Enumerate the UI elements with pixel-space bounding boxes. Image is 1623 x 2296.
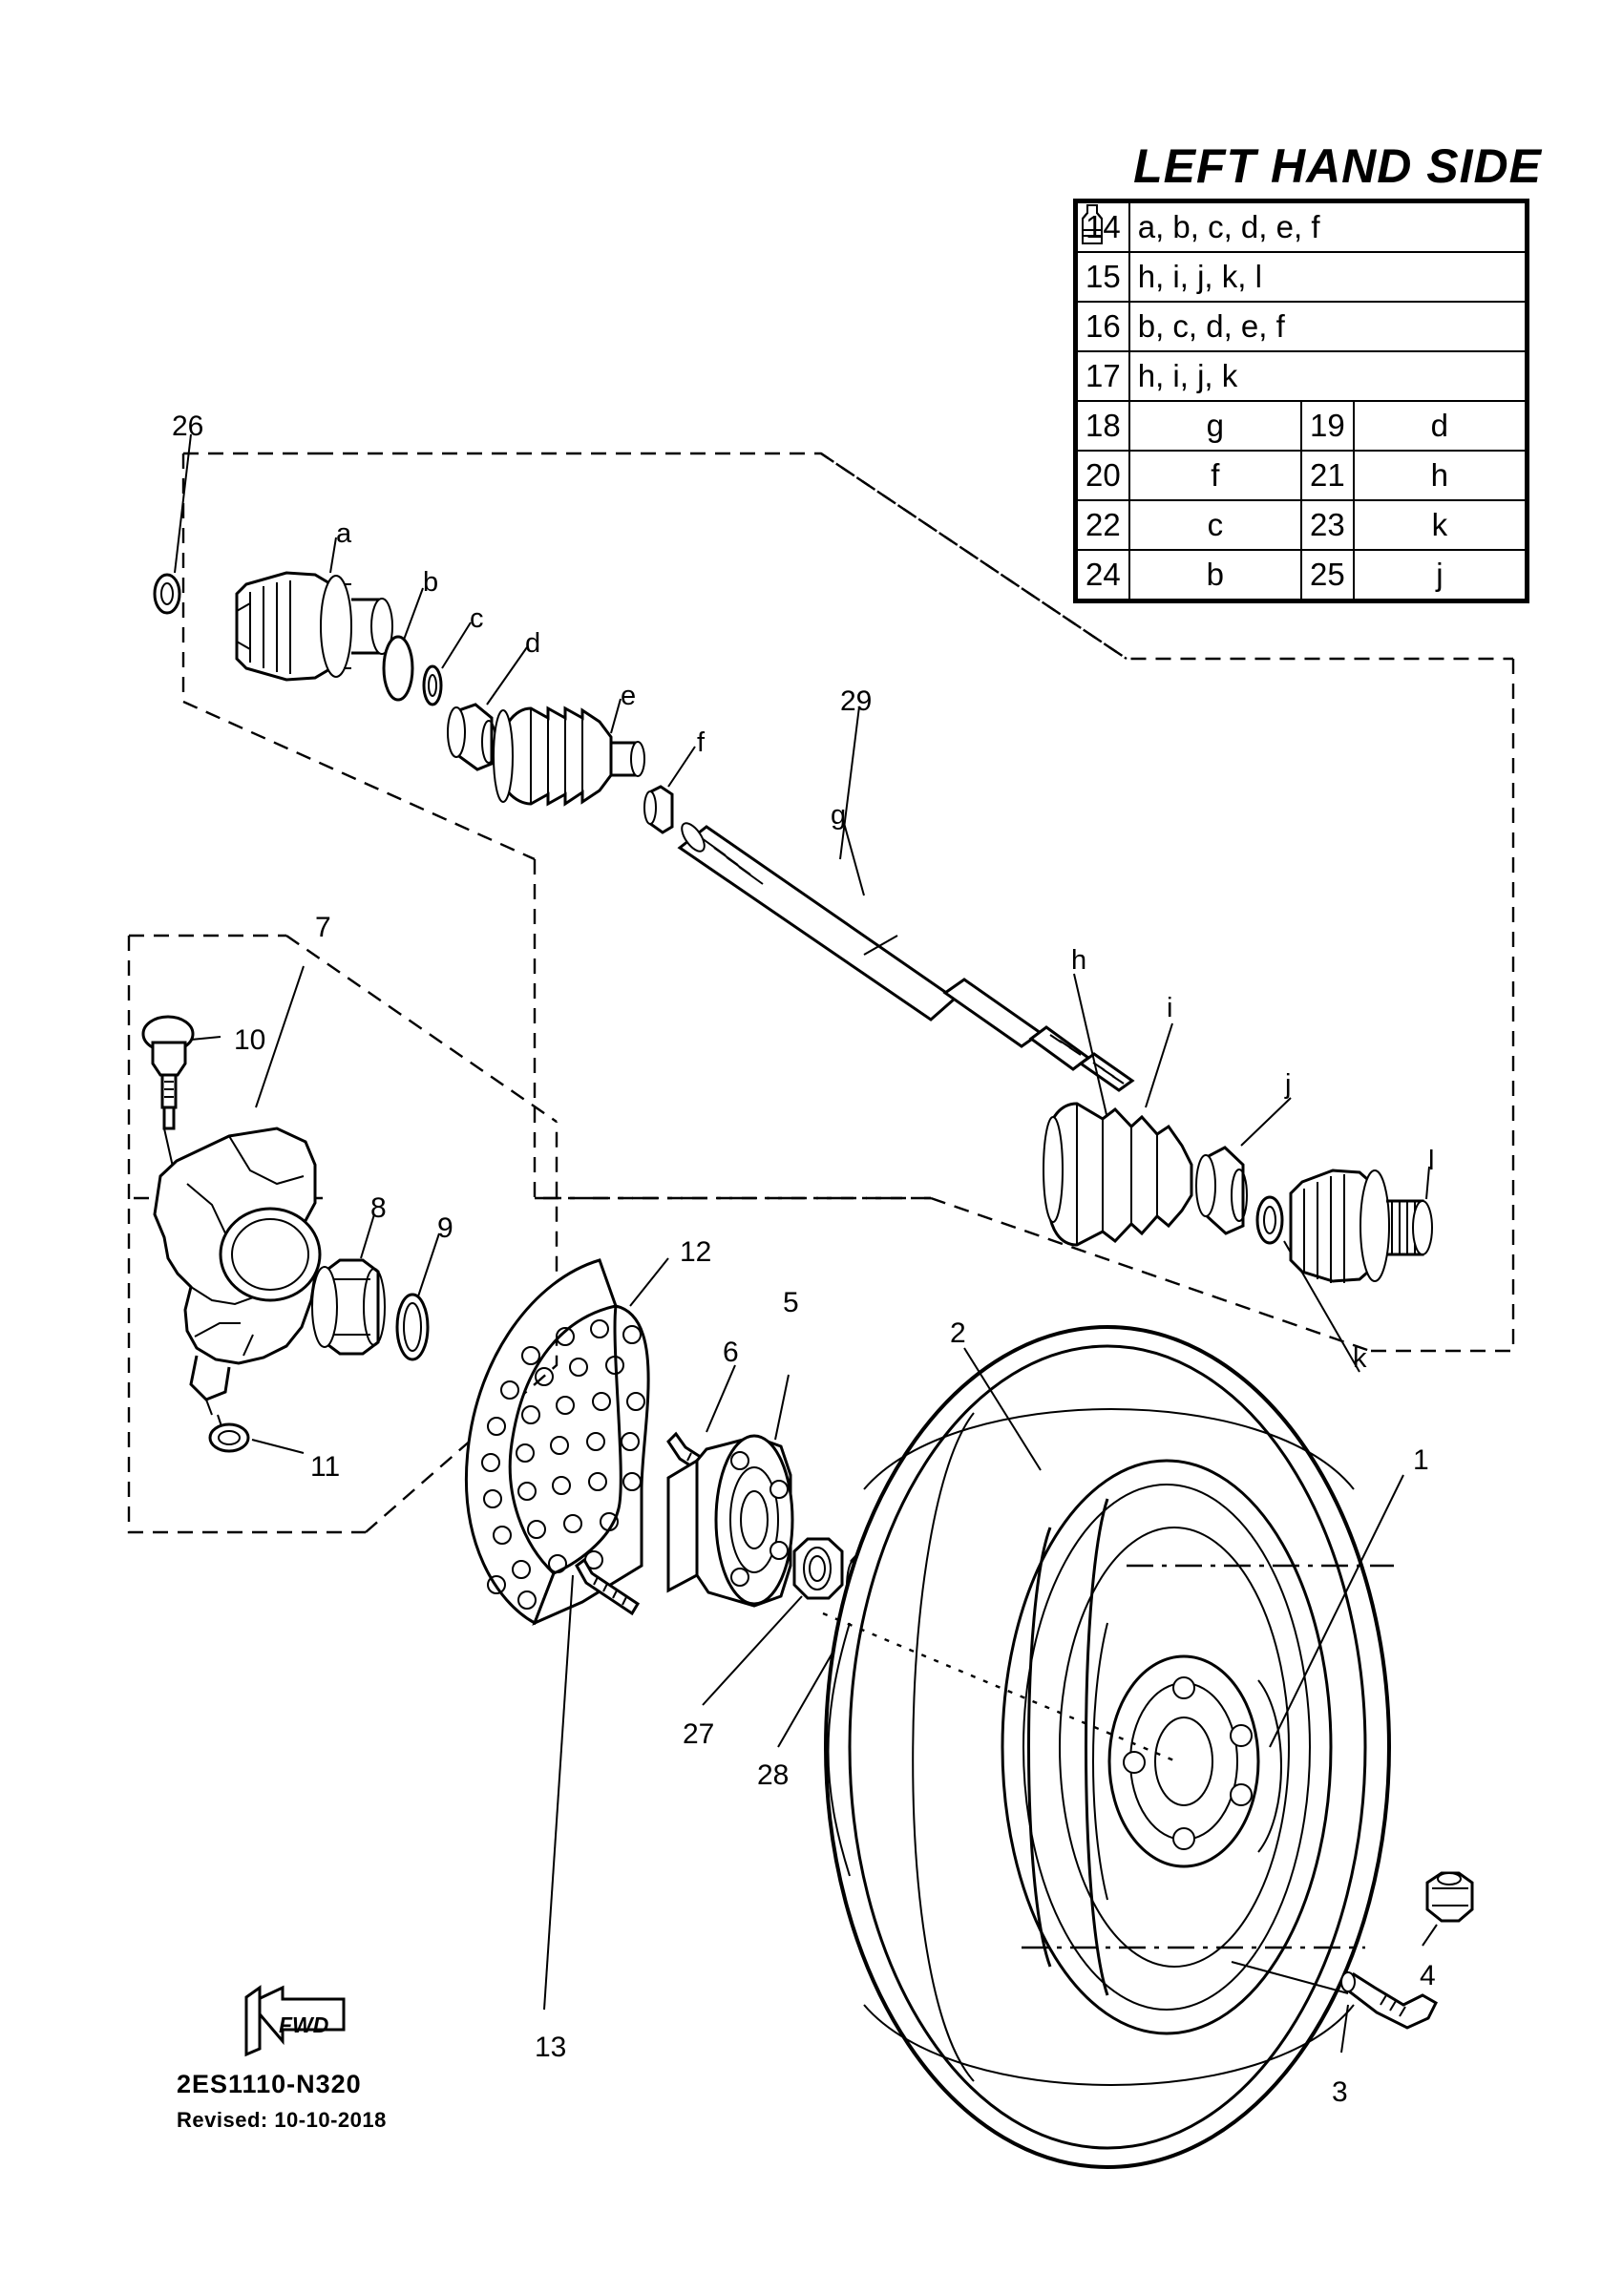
legend-row-text-2: d — [1354, 401, 1526, 451]
revision-date-label: Revised: 10-10-2018 — [177, 2108, 387, 2132]
part-l-cv-joint-inner — [1291, 1167, 1432, 1283]
page-title: LEFT HAND SIDE — [1133, 139, 1542, 193]
legend-row-number: 14 — [1077, 202, 1129, 252]
callout-2: 2 — [950, 1317, 966, 1349]
callout-6: 6 — [723, 1337, 739, 1368]
part-8-wheel-bearing — [312, 1214, 385, 1354]
legend-row-number-2: 25 — [1301, 550, 1354, 600]
part-c-circlip — [424, 622, 471, 705]
callout-7: 7 — [315, 912, 331, 943]
callout-4: 4 — [1420, 1960, 1436, 1991]
letter-d: d — [525, 628, 541, 659]
legend-row-number-2: 23 — [1301, 500, 1354, 550]
letter-i: i — [1167, 993, 1173, 1023]
legend-row-text-2: h — [1354, 451, 1526, 500]
legend-row-number: 22 — [1077, 500, 1129, 550]
letter-h: h — [1071, 945, 1087, 976]
callout-12: 12 — [680, 1236, 712, 1268]
part-number-label: 2ES1110-N320 — [177, 2070, 362, 2098]
letter-f: f — [697, 727, 706, 758]
callout-8: 8 — [370, 1192, 387, 1224]
letter-c: c — [470, 603, 484, 634]
part-26-circlip — [155, 434, 191, 613]
part-13-bolt — [544, 1560, 638, 2010]
legend-row-text: g — [1129, 401, 1301, 451]
letter-b: b — [423, 567, 439, 598]
letter-g: g — [831, 800, 847, 831]
part-12-disc-cover — [466, 1258, 668, 1623]
part-9-circlip — [397, 1233, 439, 1359]
part-e-cv-boot — [494, 699, 644, 804]
legend-row-number-2: 19 — [1301, 401, 1354, 451]
callout-29: 29 — [840, 685, 873, 717]
callout-3: 3 — [1332, 2076, 1348, 2108]
part-b-seal — [384, 588, 423, 700]
part-5-front-hub — [668, 1375, 792, 1606]
callout-5: 5 — [783, 1287, 799, 1318]
legend-row-number: 20 — [1077, 451, 1129, 500]
part-g-drive-shaft — [678, 819, 1132, 1090]
legend-row-text: h, i, j, k — [1129, 351, 1526, 401]
callout-11: 11 — [310, 1451, 341, 1483]
callout-28: 28 — [757, 1759, 790, 1791]
fwd-label: FWD — [279, 2012, 329, 2037]
callout-26: 26 — [172, 411, 204, 442]
part-a-cv-joint-outer — [237, 537, 392, 680]
legend-row-text: b — [1129, 550, 1301, 600]
callout-10: 10 — [234, 1024, 266, 1056]
legend-row-text: h, i, j, k, l — [1129, 252, 1526, 302]
legend-row-text-2: j — [1354, 550, 1526, 600]
legend-row-number: 16 — [1077, 302, 1129, 351]
part-f-clip — [644, 747, 695, 832]
callout-27: 27 — [683, 1718, 715, 1750]
legend-row-text: c — [1129, 500, 1301, 550]
legend-row-number: 18 — [1077, 401, 1129, 451]
legend-row-number: 24 — [1077, 550, 1129, 600]
letter-l: l — [1428, 1146, 1435, 1176]
callout-1: 1 — [1413, 1444, 1429, 1476]
legend-row-text: b, c, d, e, f — [1129, 302, 1526, 351]
legend-row-number: 15 — [1077, 252, 1129, 302]
letter-k: k — [1353, 1343, 1367, 1374]
legend-row-number-2: 21 — [1301, 451, 1354, 500]
letter-a: a — [336, 518, 352, 549]
letter-j: j — [1285, 1069, 1292, 1100]
callout-9: 9 — [437, 1212, 453, 1244]
callout-13: 13 — [535, 2032, 567, 2063]
part-11-clip — [210, 1415, 304, 1453]
letter-e: e — [621, 681, 637, 711]
legend-row-text: a, b, c, d, e, f — [1129, 202, 1526, 252]
legend-row-text-2: k — [1354, 500, 1526, 550]
part-4-valve-cap — [1423, 1873, 1472, 1946]
legend-row-number: 17 — [1077, 351, 1129, 401]
legend-row-text: f — [1129, 451, 1301, 500]
